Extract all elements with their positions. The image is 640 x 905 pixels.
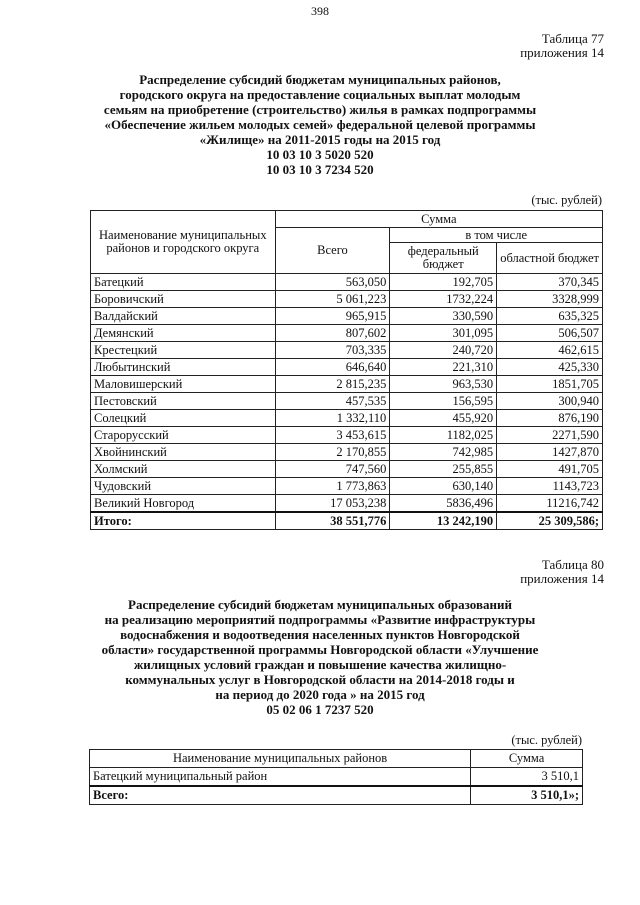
table-row: [91, 359, 603, 376]
table-row: [91, 393, 603, 410]
regional-value: 491,705: [497, 461, 603, 478]
total-label: Итого:: [91, 512, 276, 530]
table-ref-line: приложения 14: [520, 45, 604, 60]
title-line: Распределение субсидий бюджетам муниципальных образований: [128, 597, 512, 612]
federal-value: 963,530: [390, 376, 497, 393]
table-row: [91, 410, 603, 427]
regional-value: 3328,999: [497, 291, 603, 308]
title-line: области» государственной программы Новгородской области «Улучшение: [101, 642, 539, 657]
table-ref-line: Таблица 80: [541, 557, 604, 572]
total-value: 1 332,110: [275, 410, 390, 427]
total-value: 646,640: [275, 359, 390, 376]
district-name: Демянский: [91, 325, 276, 342]
table-row: [91, 478, 603, 495]
title-line: Распределение субсидий бюджетам муниципальных районов,: [139, 72, 501, 87]
table-row: [91, 461, 603, 478]
district-name: Пестовский: [91, 393, 276, 410]
district-name: Холмский: [91, 461, 276, 478]
total-value: 5 061,223: [275, 291, 390, 308]
table-row: [91, 342, 603, 359]
regional-value: 370,345: [497, 274, 603, 291]
sum-value: 3 510,1: [471, 768, 583, 787]
federal-total-value: 13 242,190: [390, 512, 497, 530]
units-label: (тыс. рублей): [511, 733, 582, 747]
table-row: [91, 495, 603, 513]
district-name: Батецкий: [91, 274, 276, 291]
table-row: [91, 291, 603, 308]
header-federal: федеральный бюджет: [390, 243, 497, 274]
title-line: «Обеспечение жильем молодых семей» федеральной целевой программы: [104, 117, 536, 132]
district-name: Чудовский: [91, 478, 276, 495]
district-name: Маловишерский: [91, 376, 276, 393]
district-name: Батецкий муниципальный район: [90, 768, 471, 787]
regional-value: 635,325: [497, 308, 603, 325]
district-name: Боровичский: [91, 291, 276, 308]
total-value: 747,560: [275, 461, 390, 478]
title-line: на реализацию мероприятий подпрограммы «Развитие инфраструктуры: [104, 612, 536, 627]
total-value: 3 453,615: [275, 427, 390, 444]
regional-value: 506,507: [497, 325, 603, 342]
federal-value: 156,595: [390, 393, 497, 410]
grand-total-value: 38 551,776: [275, 512, 390, 530]
total-value: 2 815,235: [275, 376, 390, 393]
regional-value: 300,940: [497, 393, 603, 410]
regional-value: 876,190: [497, 410, 603, 427]
table-row: [91, 376, 603, 393]
title-line: коммунальных услуг в Новгородской области на 2014-2018 годы и: [125, 672, 515, 687]
district-name: Валдайский: [91, 308, 276, 325]
federal-value: 630,140: [390, 478, 497, 495]
title-line: «Жилище» на 2011-2015 годы на 2015 год: [199, 132, 441, 147]
header-name: Наименование муниципальных районов и городского округа: [91, 211, 276, 274]
table-row: [91, 444, 603, 461]
table-row: [91, 325, 603, 342]
table-row: [91, 427, 603, 444]
federal-value: 301,095: [390, 325, 497, 342]
total-value: 703,335: [275, 342, 390, 359]
budget-code-line: 05 02 06 1 7237 520: [266, 702, 374, 717]
header-name: Наименование муниципальных районов: [90, 750, 471, 768]
title-line: водоснабжения и водоотведения населенных пунктов Новгородской: [120, 627, 520, 642]
regional-value: 1143,723: [497, 478, 603, 495]
federal-value: 742,985: [390, 444, 497, 461]
title-line: городского округа на предоставление социальных выплат молодым: [119, 87, 521, 102]
page-number: 398: [311, 4, 329, 18]
district-name: Солецкий: [91, 410, 276, 427]
table-77-reference: [520, 32, 604, 60]
regional-value: 11216,742: [497, 495, 603, 513]
table-ref-line: Таблица 77: [541, 31, 604, 46]
federal-value: 240,720: [390, 342, 497, 359]
header-sum: Сумма: [275, 211, 602, 228]
title-line: на период до 2020 года » на 2015 год: [215, 687, 425, 702]
district-name: Старорусский: [91, 427, 276, 444]
district-name: Великий Новгород: [91, 495, 276, 513]
district-name: Хвойнинский: [91, 444, 276, 461]
total-value: 1 773,863: [275, 478, 390, 495]
table-row: [91, 274, 603, 291]
federal-value: 255,855: [390, 461, 497, 478]
total-value: 965,915: [275, 308, 390, 325]
header-total: Всего: [275, 228, 390, 274]
district-name: Крестецкий: [91, 342, 276, 359]
regional-total-value: 25 309,586;: [497, 512, 603, 530]
regional-value: 462,615: [497, 342, 603, 359]
table-80-title: [60, 597, 580, 717]
regional-value: 425,330: [497, 359, 603, 376]
total-value: 807,602: [275, 325, 390, 342]
federal-value: 455,920: [390, 410, 497, 427]
budget-code-line: 10 03 10 3 7234 520: [266, 162, 374, 177]
federal-value: 221,310: [390, 359, 497, 376]
title-line: семьям на приобретение (строительство) жилья в рамках подпрограммы: [103, 102, 537, 117]
budget-code-line: 10 03 10 3 5020 520: [266, 147, 374, 162]
total-value: 2 170,855: [275, 444, 390, 461]
federal-value: 1182,025: [390, 427, 497, 444]
header-regional: областной бюджет: [497, 243, 603, 274]
district-name: Любытинский: [91, 359, 276, 376]
title-line: жилищных условий граждан и повышение качества жилищно-: [133, 657, 507, 672]
federal-value: 1732,224: [390, 291, 497, 308]
table-80-reference: [520, 558, 604, 586]
table-row: [91, 308, 603, 325]
total-sum-value: 3 510,1»;: [471, 786, 583, 805]
total-value: 457,535: [275, 393, 390, 410]
regional-value: 1851,705: [497, 376, 603, 393]
total-row: [91, 512, 603, 530]
total-row: [90, 786, 583, 805]
subsidy-table-80: [89, 749, 583, 805]
total-value: 563,050: [275, 274, 390, 291]
header-sum: Сумма: [471, 750, 583, 768]
federal-value: 192,705: [390, 274, 497, 291]
federal-value: 5836,496: [390, 495, 497, 513]
federal-value: 330,590: [390, 308, 497, 325]
units-label: (тыс. рублей): [531, 193, 602, 207]
total-label: Всего:: [90, 786, 471, 805]
table-ref-line: приложения 14: [520, 571, 604, 586]
total-value: 17 053,238: [275, 495, 390, 513]
regional-value: 1427,870: [497, 444, 603, 461]
regional-value: 2271,590: [497, 427, 603, 444]
table-row: [90, 768, 583, 787]
table-77-title: [60, 72, 580, 177]
subsidy-table-77: [90, 210, 603, 530]
header-including: в том числе: [390, 228, 603, 243]
